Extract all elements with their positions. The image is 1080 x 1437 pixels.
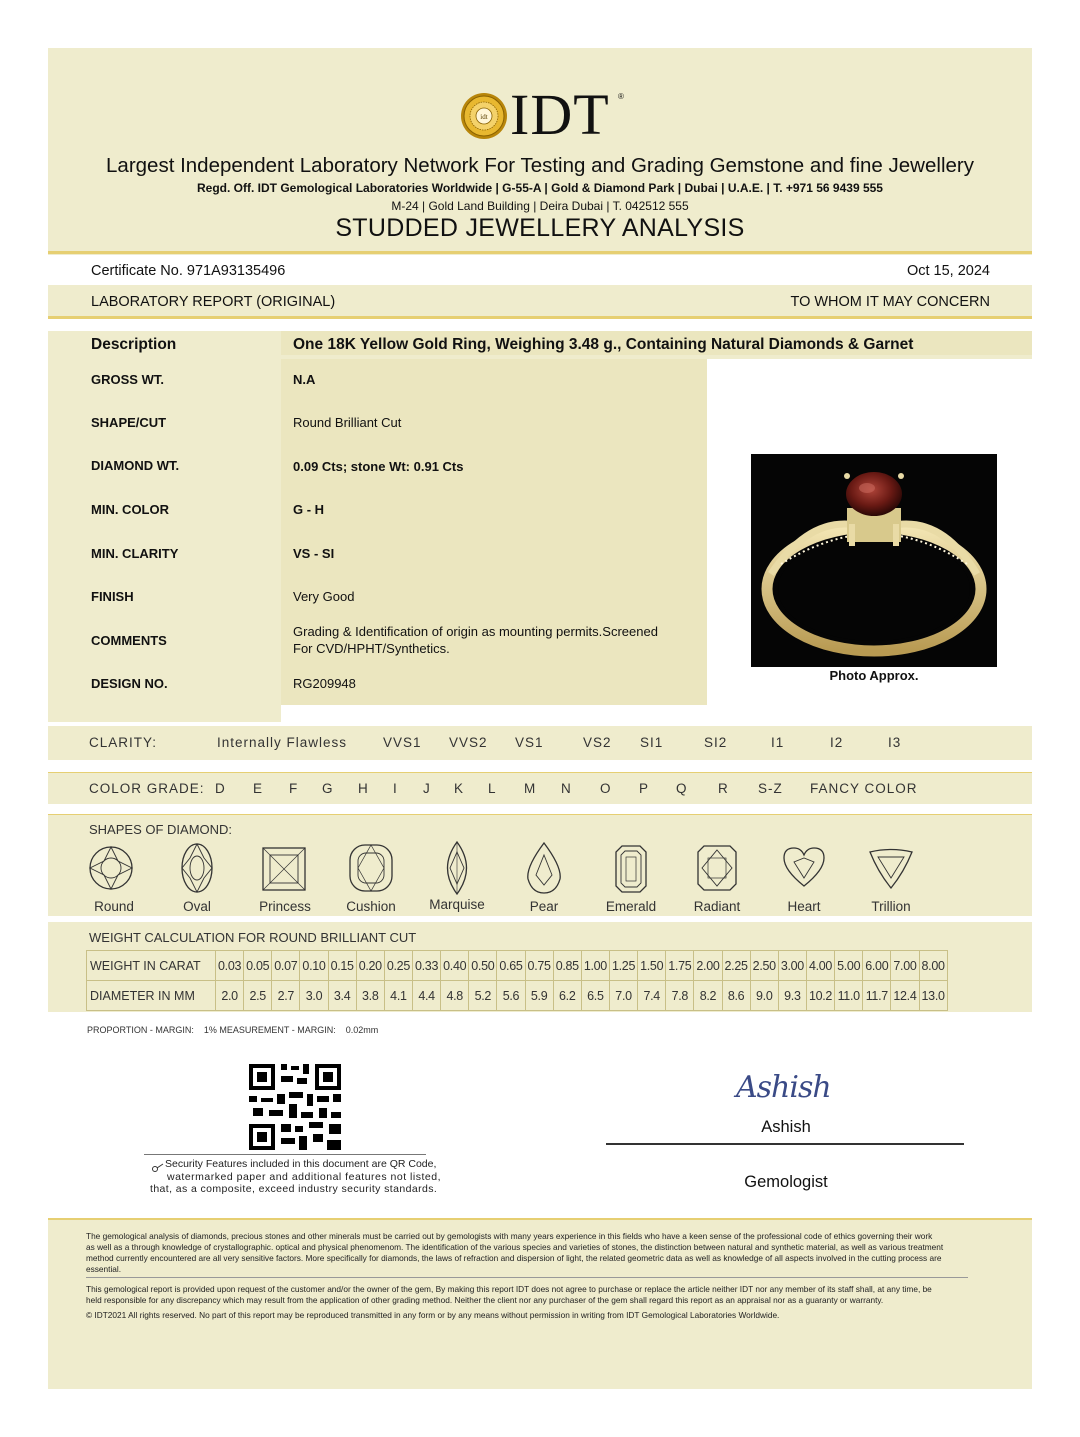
- carat-cell: 0.65: [497, 951, 525, 981]
- diameter-cell: 10.2: [806, 981, 834, 1011]
- color-grade: O: [600, 781, 612, 796]
- spacer-band: [48, 319, 1032, 331]
- radiant-shape-icon: [696, 844, 738, 892]
- diameter-cell: 13.0: [919, 981, 947, 1011]
- certificate-page: [48, 48, 1032, 1389]
- table-row-header: DIAMETER IN MM: [87, 981, 216, 1011]
- shape-trillion-label: Trillion: [871, 899, 911, 914]
- spacer-band: [48, 804, 1032, 814]
- diameter-cell: 3.4: [328, 981, 356, 1011]
- carat-cell: 0.10: [300, 951, 328, 981]
- report-type: LABORATORY REPORT (ORIGINAL): [91, 294, 336, 310]
- princess-shape-icon: [261, 846, 307, 892]
- ring-illustration: [751, 454, 997, 667]
- diameter-cell: 11.7: [863, 981, 891, 1011]
- diameter-cell: 9.0: [750, 981, 778, 1011]
- diameter-row: [87, 981, 948, 1011]
- signatory-name: Ashish: [761, 1118, 811, 1136]
- clarity-grade: SI2: [704, 735, 728, 750]
- round-shape-icon: [88, 843, 134, 893]
- description-value: One 18K Yellow Gold Ring, Weighing 3.48 g., Containing Natural Diamonds & Garnet: [293, 336, 914, 353]
- idt-logo: [460, 82, 630, 147]
- clarity-grade: VS1: [515, 735, 544, 750]
- comments-label: COMMENTS: [91, 633, 167, 648]
- shape-round-label: Round: [94, 899, 134, 914]
- diameter-cell: 7.4: [638, 981, 666, 1011]
- shape-princess-label: Princess: [259, 899, 311, 914]
- shapes-label: SHAPES OF DIAMOND:: [89, 822, 233, 837]
- carat-cell: 0.40: [441, 951, 469, 981]
- disclaimer-line: The gemological analysis of diamonds, precious stones and other minerals must be carried out by gemologists with many years experience in this fields who have a keen sense of the professional code of ethics governing their work: [86, 1231, 933, 1241]
- clarity-grade: VVS2: [449, 735, 488, 750]
- clarity-grade: VS2: [583, 735, 612, 750]
- color-grade: R: [718, 781, 729, 796]
- color-grade: Q: [676, 781, 688, 796]
- signatory-title: Gemologist: [744, 1173, 828, 1191]
- cushion-shape-icon: [348, 843, 394, 893]
- carat-cell: 0.75: [525, 951, 553, 981]
- comments-value-line1: Grading & Identification of origin as mounting permits.Screened: [293, 624, 658, 639]
- divider: [48, 1218, 1032, 1220]
- diameter-cell: 4.8: [441, 981, 469, 1011]
- proportion-margin: PROPORTION - MARGIN: 1% MEASUREMENT - MARGIN: 0.02mm: [87, 1025, 379, 1035]
- diamond-wt-label: DIAMOND WT.: [91, 458, 180, 473]
- color-grade: D: [215, 781, 226, 796]
- color-grade: I: [393, 781, 398, 796]
- disclaimer-line: This gemological report is provided upon request of the customer and/or the owner of the gem, By making this report IDT does not agree to purchase or replace the article neither IDT nor any member of its staff shall, at any time, be: [86, 1284, 932, 1294]
- diameter-cell: 2.7: [272, 981, 300, 1011]
- carat-cell: 0.03: [216, 951, 244, 981]
- carat-cell: 0.33: [412, 951, 440, 981]
- shape-cut-label: SHAPE/CUT: [91, 415, 167, 430]
- pear-shape-icon: [526, 841, 562, 895]
- clarity-grade: I1: [771, 735, 785, 750]
- finish-value: Very Good: [293, 589, 355, 604]
- security-note-line1: Security Features included in this document are QR Code,: [165, 1158, 437, 1170]
- color-grade: N: [561, 781, 572, 796]
- color-grade: K: [454, 781, 465, 796]
- color-grade: L: [488, 781, 497, 796]
- disclaimer-line: held responsible for any discrepancy which may result from the application of other grading method. Neither the client nor any purchaser of the gem shall regard this report as an appraisal nor as a guaranty or warranty.: [86, 1295, 884, 1305]
- carat-cell: 0.07: [272, 951, 300, 981]
- weight-table: [86, 950, 948, 1011]
- color-grade: M: [524, 781, 537, 796]
- min-color-label: MIN. COLOR: [91, 502, 169, 517]
- diameter-cell: 3.8: [356, 981, 384, 1011]
- gross-wt-label: GROSS WT.: [91, 372, 164, 387]
- carat-cell: 7.00: [891, 951, 919, 981]
- shape-radiant-label: Radiant: [693, 899, 741, 914]
- diameter-cell: 7.0: [609, 981, 637, 1011]
- qr-code-icon: [247, 1062, 343, 1152]
- diameter-cell: 5.2: [469, 981, 497, 1011]
- comments-value-line2: For CVD/HPHT/Synthetics.: [293, 641, 450, 656]
- color-grade: H: [358, 781, 369, 796]
- qr-divider: [144, 1154, 426, 1155]
- diameter-cell: 8.2: [694, 981, 722, 1011]
- carat-cell: 0.50: [469, 951, 497, 981]
- diameter-cell: 5.9: [525, 981, 553, 1011]
- carat-cell: 8.00: [919, 951, 947, 981]
- marquise-shape-icon: [442, 840, 472, 896]
- security-note-line3: that, as a composite, exceed industry security standards.: [150, 1183, 438, 1195]
- carat-cell: 1.75: [666, 951, 694, 981]
- seal-letters: idt: [480, 113, 488, 121]
- diamond-wt-value: 0.09 Cts; stone Wt: 0.91 Cts: [293, 459, 464, 474]
- diameter-cell: 4.4: [412, 981, 440, 1011]
- clarity-grade: SI1: [640, 735, 664, 750]
- certificate-number: Certificate No. 971A93135496: [91, 263, 286, 279]
- color-grade: J: [423, 781, 431, 796]
- report-title: STUDDED JEWELLERY ANALYSIS: [335, 214, 745, 242]
- carat-cell: 3.00: [778, 951, 806, 981]
- carat-cell: 1.50: [638, 951, 666, 981]
- design-no-value: RG209948: [293, 676, 356, 691]
- gross-wt-value: N.A: [293, 372, 316, 387]
- shape-pear-label: Pear: [529, 899, 559, 914]
- trillion-shape-icon: [868, 848, 914, 890]
- emerald-shape-icon: [614, 844, 648, 894]
- diameter-cell: 2.5: [244, 981, 272, 1011]
- idt-seal-icon: [460, 92, 508, 140]
- diameter-cell: 5.6: [497, 981, 525, 1011]
- spacer-band: [48, 916, 1032, 922]
- shape-marquise-label: Marquise: [429, 897, 485, 912]
- min-clarity-value: VS - SI: [293, 546, 335, 561]
- clarity-grade: Internally Flawless: [217, 735, 348, 750]
- min-color-value: G - H: [293, 502, 325, 517]
- color-grade: E: [253, 781, 264, 796]
- spacer-band: [48, 760, 1032, 772]
- color-grade: S-Z: [758, 781, 783, 796]
- carat-cell: 4.00: [806, 951, 834, 981]
- copyright-notice: © IDT2021 All rights reserved. No part of this report may be reproduced transmitted in any form or by any means without permission in writing from IDT Gemological Laboratories Worldwide.: [86, 1310, 780, 1320]
- carat-cell: 0.85: [553, 951, 581, 981]
- color-grade: P: [639, 781, 650, 796]
- lab-tagline: Largest Independent Laboratory Network For Testing and Grading Gemstone and fine Jewellery: [106, 154, 974, 177]
- color-grade: G: [322, 781, 334, 796]
- carat-cell: 0.15: [328, 951, 356, 981]
- diameter-cell: 6.5: [581, 981, 609, 1011]
- color-grade: F: [289, 781, 299, 796]
- carat-cell: 2.25: [722, 951, 750, 981]
- diameter-cell: 4.1: [384, 981, 412, 1011]
- carat-cell: 0.05: [244, 951, 272, 981]
- carat-cell: 1.00: [581, 951, 609, 981]
- shape-cut-value: Round Brilliant Cut: [293, 415, 402, 430]
- key-icon: [151, 1159, 165, 1173]
- disclaimer-divider: [86, 1277, 968, 1278]
- carat-cell: 0.25: [384, 951, 412, 981]
- clarity-grade: I2: [830, 735, 844, 750]
- diameter-cell: 3.0: [300, 981, 328, 1011]
- shape-emerald-label: Emerald: [605, 899, 657, 914]
- logo-text: IDT: [510, 82, 610, 147]
- certificate-date: Oct 15, 2024: [906, 263, 990, 279]
- carat-cell: 2.00: [694, 951, 722, 981]
- addressee: TO WHOM IT MAY CONCERN: [790, 294, 990, 310]
- clarity-grade: I3: [888, 735, 902, 750]
- weight-table-title: WEIGHT CALCULATION FOR ROUND BRILLIANT CUT: [89, 930, 417, 945]
- table-row-header: WEIGHT IN CARAT: [87, 951, 216, 981]
- diameter-cell: 12.4: [891, 981, 919, 1011]
- security-note-line2: watermarked paper and additional features not listed,: [167, 1171, 441, 1183]
- divider: [48, 814, 1032, 815]
- shape-oval-label: Oval: [183, 899, 211, 914]
- photo-caption: Photo Approx.: [829, 668, 919, 683]
- clarity-label: CLARITY:: [89, 735, 158, 750]
- divider: [48, 251, 1032, 254]
- diameter-cell: 11.0: [835, 981, 863, 1011]
- oval-shape-icon: [180, 842, 214, 894]
- signature-line: [606, 1143, 964, 1145]
- diameter-cell: 9.3: [778, 981, 806, 1011]
- carat-cell: 1.25: [609, 951, 637, 981]
- branch-address: M-24 | Gold Land Building | Deira Dubai | T. 042512 555: [391, 199, 689, 213]
- ring-photo: [751, 454, 997, 667]
- heart-shape-icon: [782, 846, 826, 888]
- disclaimer-line: essential.: [86, 1264, 122, 1274]
- finish-label: FINISH: [91, 589, 134, 604]
- clarity-grade: VVS1: [383, 735, 422, 750]
- carat-cell: 5.00: [835, 951, 863, 981]
- registered-office: Regd. Off. IDT Gemological Laboratories Worldwide | G-55-A | Gold & Diamond Park | Dubai | U.A.E. | T. +971 56 9439 555: [197, 181, 883, 195]
- diameter-cell: 6.2: [553, 981, 581, 1011]
- carat-row: [87, 951, 948, 981]
- description-label: Description: [91, 336, 177, 353]
- disclaimer-line: as well as a through knowledge of crystallographic. optical and physical phenomenom. The identification of the various species and varieties of stones, the distinction between natural and synthetic material, as well as various treatment: [86, 1242, 944, 1252]
- shape-cushion-label: Cushion: [346, 899, 396, 914]
- registered-mark: ®: [618, 92, 624, 101]
- signature-script: Ashish: [736, 1070, 831, 1105]
- shape-heart-label: Heart: [787, 899, 821, 914]
- diameter-cell: 2.0: [216, 981, 244, 1011]
- disclaimer-line: method currently encountered are all very sensitive factors. More specifically for diamonds, the laws of refraction and dispersion of light, the related geometric data as well as knowledge of all aspects involved in the cutting process are: [86, 1253, 942, 1263]
- color-grade-label: COLOR GRADE:: [89, 781, 205, 796]
- min-clarity-label: MIN. CLARITY: [91, 546, 179, 561]
- color-grade: FANCY COLOR: [810, 781, 918, 796]
- diameter-cell: 8.6: [722, 981, 750, 1011]
- spacer-band: [48, 722, 1032, 726]
- design-no-label: DESIGN NO.: [91, 676, 168, 691]
- divider: [48, 772, 1032, 773]
- carat-cell: 0.20: [356, 951, 384, 981]
- carat-cell: 2.50: [750, 951, 778, 981]
- carat-cell: 6.00: [863, 951, 891, 981]
- diameter-cell: 7.8: [666, 981, 694, 1011]
